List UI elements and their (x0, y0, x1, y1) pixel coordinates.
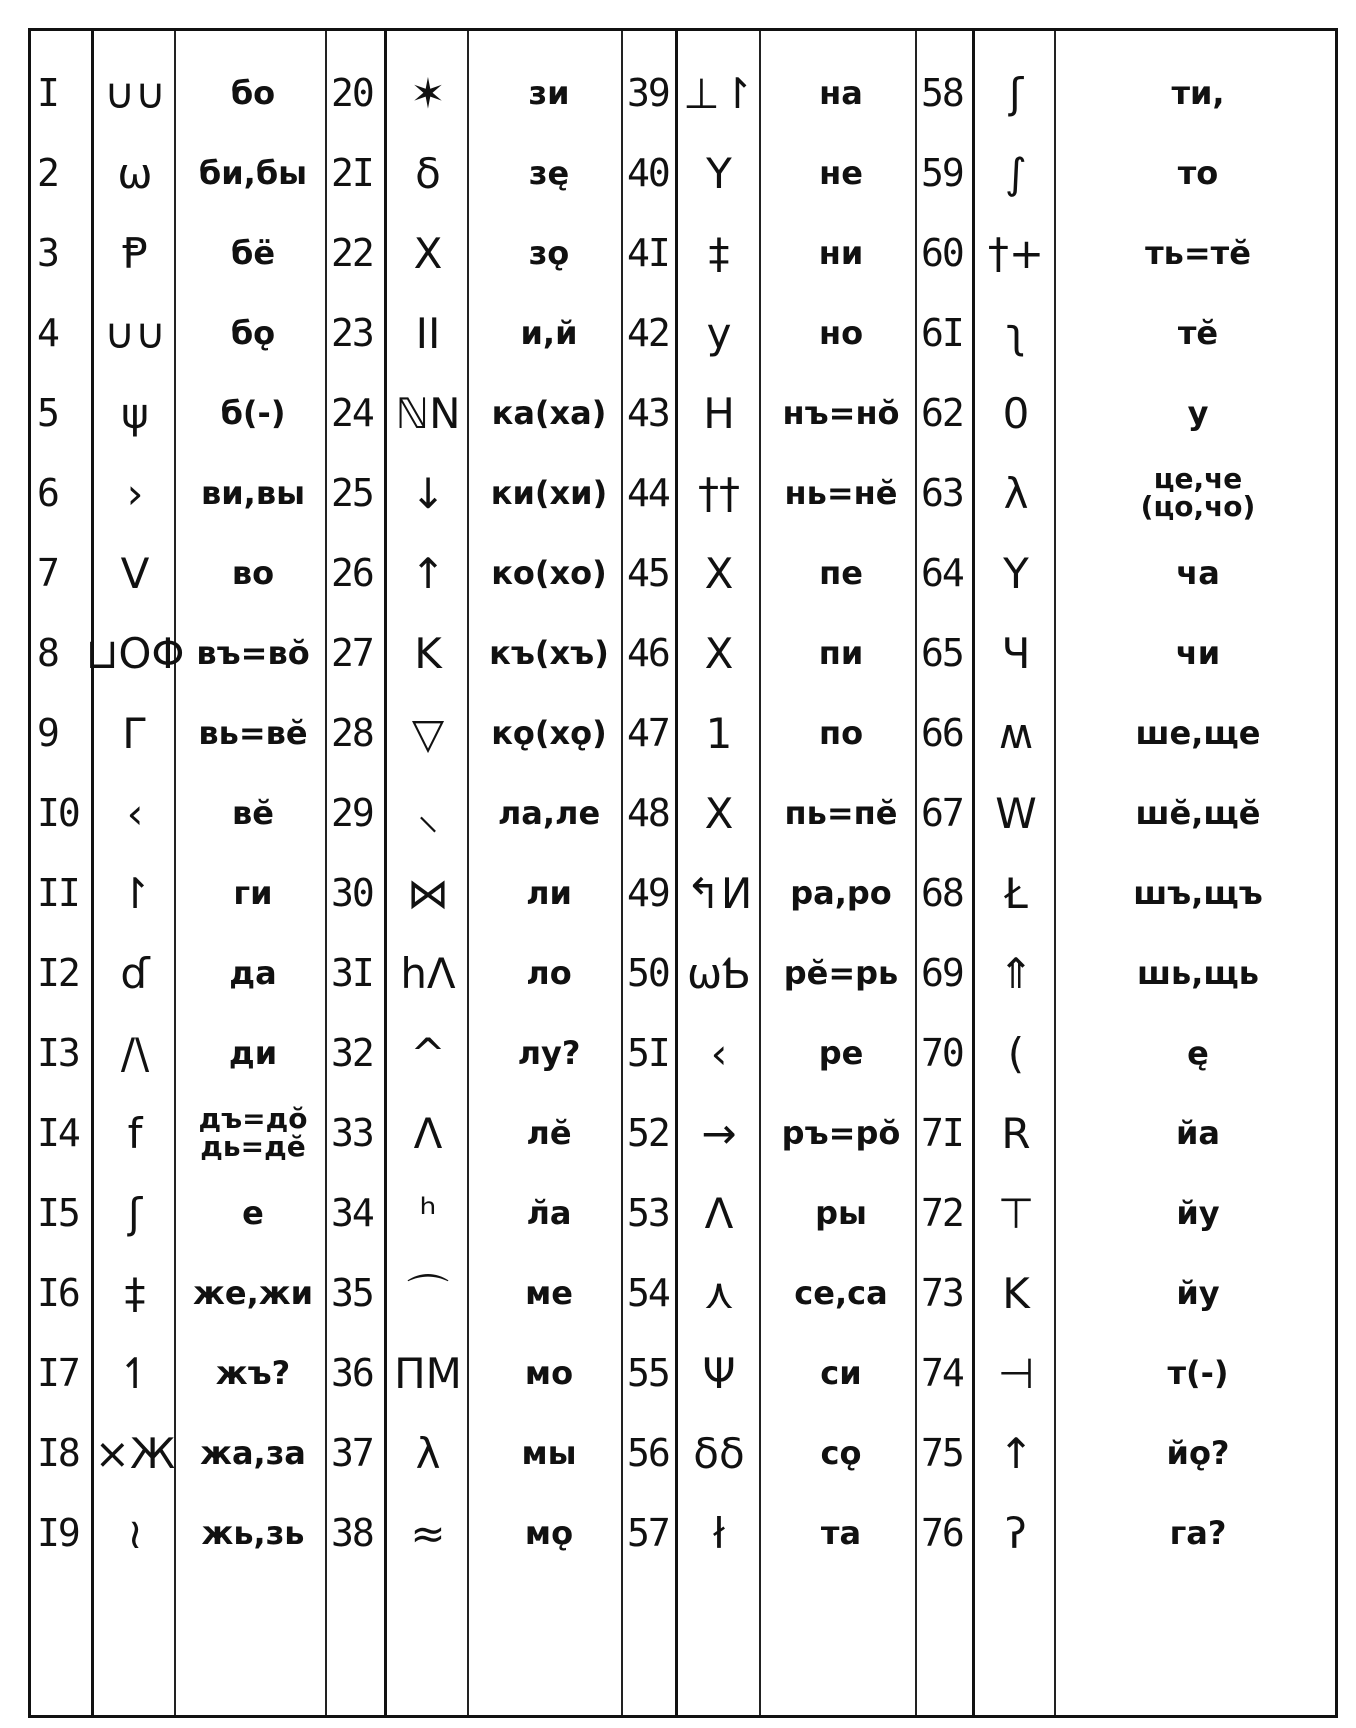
sign-number: 73 (921, 1271, 963, 1315)
sign-number: 62 (921, 391, 963, 435)
sign-glyph: Y (706, 148, 732, 198)
sign-glyph: †† (698, 468, 740, 518)
sign-number: 25 (331, 471, 373, 515)
sign-glyph: ℕN (395, 388, 461, 438)
sign-sound-value: ни (818, 234, 864, 272)
sign-number: 4I (627, 231, 669, 275)
sign-sound-value: жь,зь (201, 1514, 305, 1552)
sign-glyph: ⸜ (417, 789, 439, 839)
sign-number: I6 (37, 1271, 79, 1315)
sign-glyph: λ (415, 1428, 441, 1478)
sign-number: 72 (921, 1191, 963, 1235)
sign-sound-value: би,бы (198, 154, 308, 192)
sign-sound-value: бǫ (230, 314, 276, 352)
sign-glyph: R (1001, 1108, 1031, 1158)
sign-number: 2I (331, 151, 373, 195)
sign-number: 59 (921, 151, 963, 195)
sign-sound-value: жъ? (215, 1354, 291, 1392)
sign-sound-value: ше,ще (1135, 714, 1261, 752)
sign-glyph: ≀ (127, 1508, 143, 1558)
sign-sound-value: ло (526, 954, 572, 992)
sign-number: 53 (627, 1191, 669, 1235)
sign-number: 46 (627, 631, 669, 675)
sign-sound-value: жа,за (200, 1434, 306, 1472)
sign-number: 54 (627, 1271, 669, 1315)
sign-glyph: → (701, 1108, 737, 1158)
sign-number: 5I (627, 1031, 669, 1075)
sign-sound-value: дъ=дŏ дь=дĕ (198, 1102, 308, 1163)
sign-sound-value: рĕ=рь (783, 954, 899, 992)
sign-glyph: ⊣ (997, 1348, 1035, 1398)
sign-number: 48 (627, 791, 669, 835)
sign-number: 6 (37, 471, 58, 515)
sign-number: 29 (331, 791, 373, 835)
sign-sound-value: лу? (517, 1034, 581, 1072)
sign-sound-value: ę (1187, 1034, 1209, 1072)
sign-glyph: ∪∪ (104, 308, 166, 358)
sign-number: 75 (921, 1431, 963, 1475)
sign-sound-value: по (818, 714, 864, 752)
sign-number: 68 (921, 871, 963, 915)
sign-number: 70 (921, 1031, 963, 1075)
column-divider (759, 31, 761, 1715)
sign-sound-value: ди (228, 1034, 278, 1072)
sign-number: 37 (331, 1431, 373, 1475)
sign-number: 34 (331, 1191, 373, 1235)
sign-sound-value: сǫ (820, 1434, 862, 1472)
sign-glyph: ωƄ (687, 948, 751, 998)
sign-number: I3 (37, 1031, 79, 1075)
sign-number: 55 (627, 1351, 669, 1395)
sign-number: 63 (921, 471, 963, 515)
sign-sound-value: т(-) (1167, 1354, 1229, 1392)
sign-sound-value: ры (815, 1194, 867, 1232)
sign-glyph: ↑ (410, 548, 446, 598)
sign-glyph: Λ (413, 1108, 443, 1158)
sign-number: 9 (37, 711, 58, 755)
sign-glyph: K (1002, 1268, 1030, 1318)
sign-glyph: Г (122, 708, 148, 758)
sign-number: I9 (37, 1511, 79, 1555)
sign-number: 7I (921, 1111, 963, 1155)
sign-number: 40 (627, 151, 669, 195)
sign-sound-value: ръ=рŏ (781, 1114, 901, 1152)
sign-number: 58 (921, 71, 963, 115)
sign-glyph: hΛ (400, 948, 456, 998)
sign-sound-value: да (229, 954, 277, 992)
sign-glyph: ‹ (710, 1028, 728, 1078)
sign-glyph: Y (1003, 548, 1029, 598)
sign-sound-value: бё (230, 234, 276, 272)
sign-glyph: ‡ (124, 1268, 146, 1318)
sign-number: 47 (627, 711, 669, 755)
sign-glyph: K (414, 628, 442, 678)
sign-sound-value: зǫ (528, 234, 570, 272)
sign-number: 26 (331, 551, 373, 595)
sign-sound-value: ко(хо) (491, 554, 607, 592)
sign-sound-value: не (819, 154, 863, 192)
sign-glyph: X (704, 628, 734, 678)
sign-number: I5 (37, 1191, 79, 1235)
sign-glyph: ↰И (685, 868, 753, 918)
sign-number: 52 (627, 1111, 669, 1155)
sign-number: 49 (627, 871, 669, 915)
sign-glyph: ⊔OΦ (85, 628, 185, 678)
sign-glyph: ∫ (1005, 148, 1027, 198)
sign-sound-value: въ=вŏ (196, 634, 310, 672)
sign-sound-value: ви,вы (200, 474, 305, 512)
sign-sound-value: пи (818, 634, 864, 672)
sign-sound-value: то (1177, 154, 1219, 192)
sign-number: I2 (37, 951, 79, 995)
sign-glyph: 0 (1002, 388, 1030, 438)
sign-sound-value: ли (526, 874, 572, 912)
sign-glyph: Ł (1004, 868, 1028, 918)
sign-glyph: ψ (121, 388, 149, 438)
sign-glyph: ł (713, 1508, 725, 1558)
sign-number: 65 (921, 631, 963, 675)
sign-sound-value: тĕ (1177, 314, 1219, 352)
sign-number: 7 (37, 551, 58, 595)
sign-sound-value: йу (1176, 1274, 1220, 1312)
sign-sound-value: зę (528, 154, 570, 192)
sign-sound-value: ра,ро (790, 874, 892, 912)
sign-glyph: › (126, 468, 144, 518)
sign-sound-value: у (1187, 394, 1209, 432)
sign-glyph: ∪∪ (104, 68, 166, 118)
sign-sound-value: ка(ха) (491, 394, 607, 432)
sign-sound-value: шь,щь (1137, 954, 1259, 992)
sign-number: I0 (37, 791, 79, 835)
sign-number: 76 (921, 1511, 963, 1555)
sign-glyph: ‹ (126, 788, 144, 838)
sign-glyph: ω (117, 148, 153, 198)
sign-glyph: ↑ (998, 1428, 1034, 1478)
sign-glyph: ⋏ (703, 1268, 735, 1318)
sign-sound-value: л̆а (526, 1194, 572, 1232)
sign-glyph: ʃ (1008, 68, 1024, 118)
sign-glyph: ↓ (410, 468, 446, 518)
sign-glyph: ⋈ (407, 868, 449, 918)
sign-sound-value: мо (524, 1354, 574, 1392)
sign-sound-value: йу (1176, 1194, 1220, 1232)
sign-sound-value: пе (819, 554, 863, 592)
sign-glyph: ⊥↾ (683, 68, 755, 118)
sign-sound-value: га? (1169, 1514, 1227, 1552)
sign-glyph: ⌒ (406, 1271, 449, 1320)
sign-sound-value: та (820, 1514, 862, 1552)
sign-glyph: X (704, 548, 734, 598)
sign-sound-value: йа (1175, 1114, 1220, 1152)
sign-glyph: ✶ (410, 68, 446, 118)
sign-sound-value: се,са (794, 1274, 888, 1312)
sign-number: I4 (37, 1111, 79, 1155)
sign-sound-value: ги (233, 874, 273, 912)
sign-number: 57 (627, 1511, 669, 1555)
sign-sound-value: ла,ле (497, 794, 601, 832)
sign-sound-value: кǫ(хǫ) (491, 714, 607, 752)
sign-number: 74 (921, 1351, 963, 1395)
sign-glyph: у (706, 308, 732, 358)
sign-glyph: ▽ (411, 708, 445, 758)
sign-glyph: f (127, 1108, 143, 1158)
sign-number: 33 (331, 1111, 373, 1155)
sign-sound-value: ме (525, 1274, 573, 1312)
sign-sound-value: во (231, 554, 275, 592)
sign-number: 64 (921, 551, 963, 595)
sign-sound-value: и,й (520, 314, 578, 352)
sign-sound-value: мы (521, 1434, 577, 1472)
sign-number: 6I (921, 311, 963, 355)
sign-number: 60 (921, 231, 963, 275)
sign-glyph: H (703, 388, 735, 438)
sign-glyph: II (415, 308, 441, 358)
sign-glyph: ×Ж (94, 1428, 176, 1478)
sign-number: 5 (37, 391, 58, 435)
sign-sound-value: шĕ,щĕ (1135, 794, 1261, 832)
sign-glyph: Ч (1001, 628, 1031, 678)
sign-sound-value: на (819, 74, 863, 112)
sign-glyph: δ (415, 148, 441, 198)
sign-glyph: Ψ (702, 1348, 736, 1398)
sign-number: 45 (627, 551, 669, 595)
sign-number: 36 (331, 1351, 373, 1395)
sign-glyph: 1 (705, 708, 733, 758)
sign-sound-value: ть=тĕ (1145, 234, 1251, 272)
sign-number: 69 (921, 951, 963, 995)
sign-sound-value: ре (818, 1034, 864, 1072)
sign-glyph: ↾ (117, 868, 153, 918)
sign-glyph: X (413, 228, 443, 278)
sign-number: II (37, 871, 79, 915)
sign-sound-value: бо (230, 74, 276, 112)
sign-sound-value: шъ,щъ (1133, 874, 1263, 912)
sign-sound-value: ки(хи) (490, 474, 608, 512)
sign-glyph: /\ (120, 1028, 150, 1078)
sign-sound-value: лĕ (526, 1114, 572, 1152)
sign-number: 8 (37, 631, 58, 675)
sign-sound-value: вĕ (232, 794, 274, 832)
sign-glyph: ʰ (419, 1188, 437, 1238)
sign-number: 23 (331, 311, 373, 355)
sign-number: 32 (331, 1031, 373, 1075)
sign-sound-value: но (818, 314, 864, 352)
sign-number: 67 (921, 791, 963, 835)
sign-sound-value: зи (528, 74, 570, 112)
sign-glyph: V (120, 548, 150, 598)
sign-number: 27 (331, 631, 373, 675)
sign-glyph: ‡ (708, 228, 730, 278)
sign-glyph: X (704, 788, 734, 838)
sign-number: 28 (331, 711, 373, 755)
sign-number: I8 (37, 1431, 79, 1475)
sign-sound-value: же,жи (193, 1274, 313, 1312)
sign-sound-value: ти, (1171, 74, 1225, 112)
sign-glyph: ΠM (394, 1348, 462, 1398)
sign-sound-value: вь=вĕ (198, 714, 308, 752)
sign-glyph: †+ (987, 228, 1045, 278)
sign-glyph: ↿ (117, 1348, 153, 1398)
sign-sound-value: нь=нĕ (784, 474, 898, 512)
sign-glyph: W (995, 788, 1037, 838)
sign-number: 24 (331, 391, 373, 435)
sign-glyph: ( (1007, 1028, 1025, 1078)
sign-glyph: ⇑ (998, 948, 1034, 998)
sign-number: 4 (37, 311, 58, 355)
sign-number: 30 (331, 871, 373, 915)
sign-glyph: δδ (693, 1428, 745, 1478)
sign-glyph: Λ (704, 1188, 734, 1238)
sign-number: 44 (627, 471, 669, 515)
sign-number: I (37, 71, 58, 115)
sign-sound-value: мǫ (524, 1514, 574, 1552)
sign-sound-value: нъ=нŏ (782, 394, 900, 432)
sign-glyph: λ (1003, 468, 1029, 518)
sign-glyph: ʍ (998, 708, 1034, 758)
sign-sound-value: йǫ? (1166, 1434, 1230, 1472)
sign-sound-value: си (820, 1354, 862, 1392)
sign-number: 20 (331, 71, 373, 115)
sign-number: 3I (331, 951, 373, 995)
sign-glyph: Ᵽ (122, 228, 148, 278)
sign-number: 22 (331, 231, 373, 275)
syllabary-table (28, 28, 1338, 1718)
sign-number: 35 (331, 1271, 373, 1315)
sign-number: 3 (37, 231, 58, 275)
sign-number: 2 (37, 151, 58, 195)
sign-sound-value: ча (1176, 554, 1220, 592)
sign-sound-value: б(-) (220, 394, 286, 432)
sign-sound-value: къ(хъ) (489, 634, 609, 672)
sign-sound-value: пь=пĕ (784, 794, 898, 832)
sign-glyph: ⊤ (997, 1188, 1035, 1238)
sign-number: 38 (331, 1511, 373, 1555)
sign-glyph: ^ (410, 1028, 446, 1078)
sign-glyph: ʔ (1005, 1508, 1027, 1558)
sign-glyph: ʃ (127, 1188, 143, 1238)
sign-sound-value: е (242, 1194, 264, 1232)
sign-number: 50 (627, 951, 669, 995)
sign-number: 66 (921, 711, 963, 755)
sign-number: 43 (627, 391, 669, 435)
sign-glyph: ≈ (410, 1508, 446, 1558)
sign-number: 39 (627, 71, 669, 115)
sign-glyph: ʅ (1006, 308, 1026, 358)
sign-number: I7 (37, 1351, 79, 1395)
sign-sound-value: це,че (цо,чо) (1140, 462, 1256, 523)
sign-number: 56 (627, 1431, 669, 1475)
sign-glyph: ɗ (120, 948, 150, 998)
sign-number: 42 (627, 311, 669, 355)
sign-sound-value: чи (1175, 634, 1221, 672)
